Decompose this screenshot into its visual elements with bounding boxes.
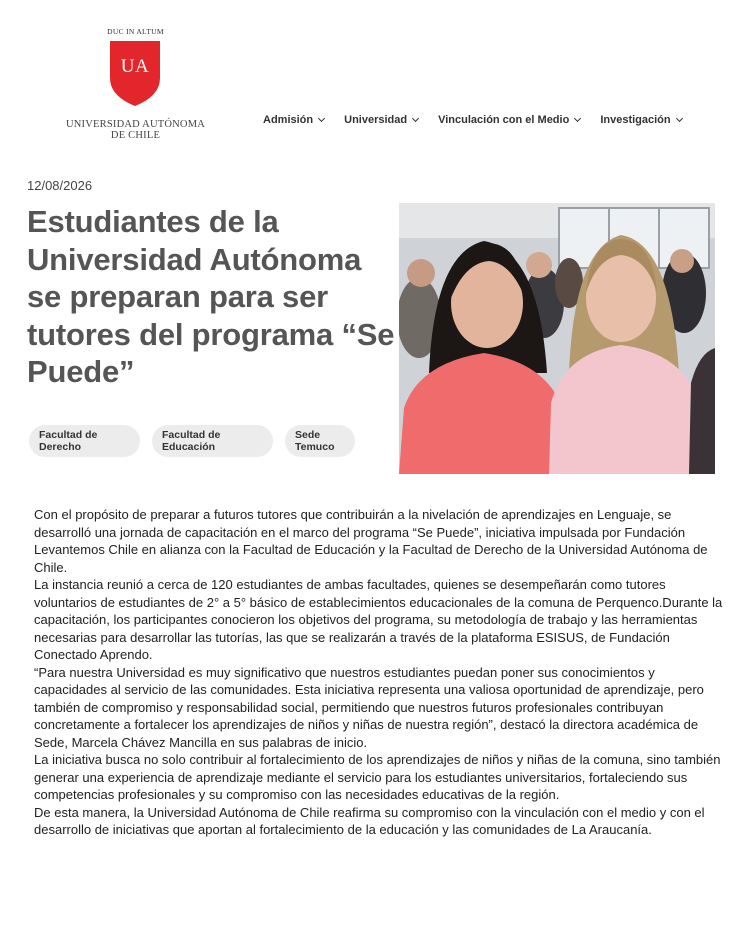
article-paragraph: La instancia reunió a cerca de 120 estudiantes de ambas facultades, quienes se desempeñarán como tutores voluntarios de estudiantes de 2° a 5° básico de establecimientos educacionales de la comuna de Perquenco.Durante la capacitación, los participantes conocieron los objetivos del programa, su metodología de trabajo y las herramientas necesarias para desarrollar las tutorías, las que se realizarán a través de la plataforma ESISUS, de Fundación Conectado Aprendo. (34, 577, 723, 662)
chevron-down-icon (412, 115, 419, 122)
tag-line: Temuco (295, 441, 335, 453)
logo-motto: DUC IN ALTUM (107, 27, 164, 36)
nav-item-admision[interactable] (263, 114, 324, 126)
tag-line: Educación (162, 441, 216, 453)
article-date: 12/08/2026 (27, 178, 93, 193)
tag-sede-temuco[interactable] (285, 425, 355, 457)
nav-label: Vinculación con el Medio (438, 114, 570, 126)
article-photo (399, 203, 715, 474)
tag-line: Sede (295, 429, 321, 441)
article-paragraph: De esta manera, la Universidad Autónoma de Chile reafirma su compromiso con la vinculación con el medio y con el desarrollo de iniciativas que aportan al fortalecimiento de la educación y las comunidades de La Araucanía. (34, 804, 705, 837)
logo-name-line1: UNIVERSIDAD AUTÓNOMA (65, 119, 206, 130)
logo-letters: UA (120, 56, 150, 77)
students-photo (399, 203, 715, 474)
chevron-down-icon (676, 115, 683, 122)
tag-facultad-derecho[interactable] (29, 425, 140, 457)
tag-facultad-educacion[interactable] (152, 425, 273, 457)
article-paragraph: La iniciativa busca no solo contribuir al fortalecimiento de los aprendizajes de niños y niñas de la comuna, sino también generar una experiencia de aprendizaje mediante el servicio para los estudiantes universitarios, fortaleciendo sus competencias profesionales y su compromiso con las necesidades educativas de la región. (34, 752, 721, 802)
logo-name (58, 119, 213, 141)
nav-label: Investigación (600, 114, 671, 126)
tag-list (29, 425, 367, 457)
main-nav (263, 114, 702, 126)
nav-item-vinculacion[interactable] (438, 114, 580, 126)
logo-name-line2: DE CHILE (110, 130, 161, 141)
tag-line: Facultad de (162, 429, 221, 441)
nav-item-universidad[interactable] (344, 114, 418, 126)
article-body (34, 506, 724, 839)
nav-label: Admisión (263, 114, 314, 126)
article-paragraph: Con el propósito de preparar a futuros tutores que contribuirán a la nivelación de aprendizajes en Lenguaje, se desarrolló una jornada de capacitación en el marco del programa “Se Puede”, iniciativa impulsada por Fundación Levantemos Chile en alianza con la Facultad de Educación y la Facultad de Derecho de la Universidad Autónoma de Chile. (34, 507, 708, 575)
nav-label: Universidad (344, 114, 408, 126)
tag-line: Derecho (39, 441, 82, 453)
site-header (0, 0, 748, 160)
university-logo[interactable] (58, 24, 213, 144)
chevron-down-icon (574, 115, 581, 122)
article-title: Estudiantes de la Universidad Autónoma se preparan para ser tutores del programa “Se Puede” (27, 204, 395, 389)
chevron-down-icon (318, 115, 325, 122)
tag-line: Facultad de (39, 429, 98, 441)
nav-item-investigacion[interactable] (600, 114, 681, 126)
article-paragraph: “Para nuestra Universidad es muy significativo que nuestros estudiantes puedan poner sus conocimientos y capacidades al servicio de las comunidades. Esta iniciativa representa una valiosa oportunidad de aprendizaje, pero también de compromiso y responsabilidad social, permitiendo que nuestros futuros profesionales contribuyan concretamente a fortalecer los aprendizajes de niños y niñas de nuestra región”, destacó la directora académica de Sede, Marcela Chávez Mancilla en sus palabras de inicio. (34, 664, 704, 750)
